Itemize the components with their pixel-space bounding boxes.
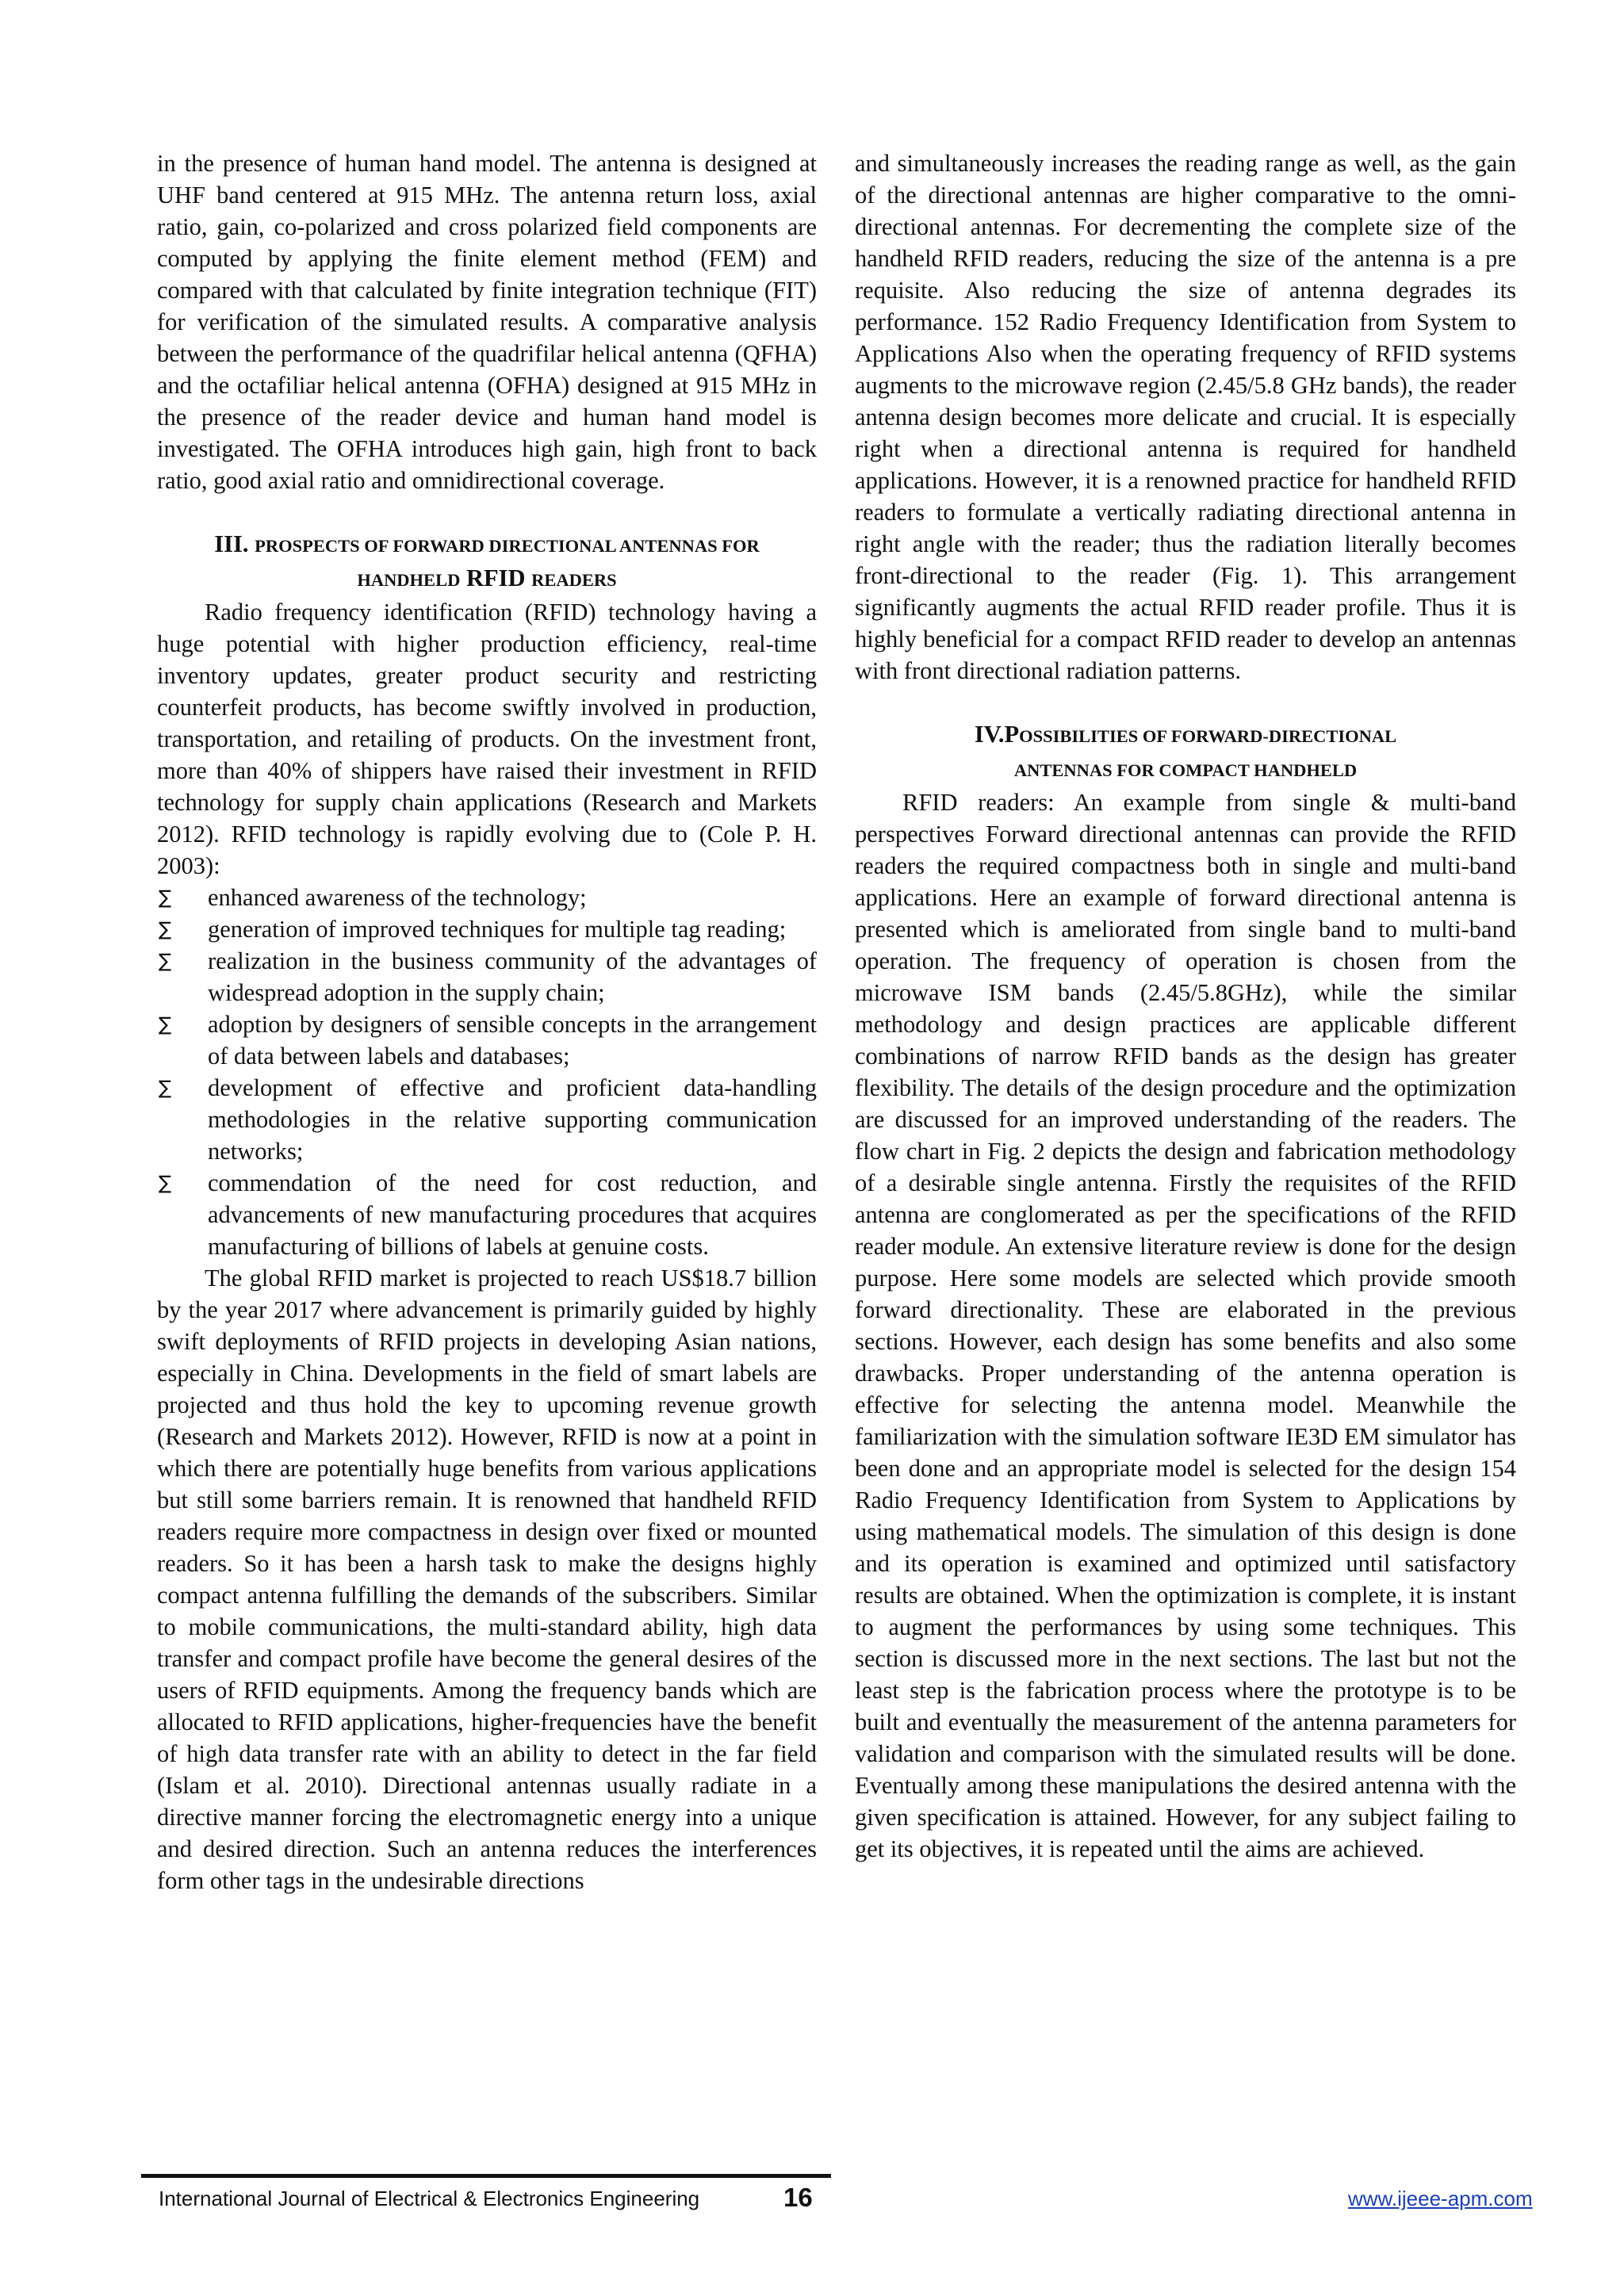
bullet-icon: ∑ [159, 1077, 172, 1099]
list-item-text: generation of improved techniques for multiple tag reading; [208, 916, 787, 943]
section-4-title-line1: OSSIBILITIES OF FORWARD-DIRECTIONAL [1019, 726, 1397, 746]
bullet-icon: ∑ [159, 886, 172, 909]
section-4-paragraph: RFID readers: An example from single & multi-band perspectives Forward directional antennas can provide the RFID readers the required compactness both in single and multi-band applications. Here an example of forward directional antenna is presented which is ameliorated from single band to multi-band operation. The frequency of operation is chosen from the microwave ISM bands (2.45/5.8GHz), while the similar methodology and design practices are applicable different combinations of narrow RFID bands as the design has greater flexibility. The details of the design procedure and the optimization are discussed for an improved understanding of the readers. The flow chart in Fig. 2 depicts the design and fabrication methodology of a desirable single antenna. Firstly the requisites of the RFID antenna are conglomerated as per the specifications of the RFID reader module. An extensive literature review is done for the design purpose. Here some models are selected which provide smooth forward directionality. These are elaborated in the previous sections. However, each design has some benefits and also some drawbacks. Proper understanding of the antenna operation is effective for selecting the antenna model. Meanwhile the familiarization with the simulation software IE3D EM simulator has been done and an appropriate model is selected for the design 154 Radio Frequency Identification from System to Applications by using mathematical models. The simulation of this design is done and its operation is examined and optimized until satisfactory results are obtained. When the optimization is complete, it is instant to augment the performances by using some techniques. This section is discussed more in the next sections. The last but not the least step is the fabrication process where the prototype is to be built and eventually the measurement of the antenna parameters for validation and comparison with the simulated results will be done. Eventually among these manipulations the desired antenna with the given specification is attained. However, for any subject failing to get its objectives, it is repeated until the aims are achieved. [855, 789, 1516, 1862]
right-column [855, 147, 1516, 1865]
section-4-title-initial: P [1004, 721, 1020, 748]
section-3-number: III. [214, 530, 249, 557]
bullet-list [157, 882, 817, 1262]
section-3-title-line2-pre: HANDHELD [357, 570, 461, 590]
footer-page-number: 16 [783, 2183, 813, 2212]
list-item [157, 1167, 817, 1262]
list-item-text: realization in the business community of the advantages of widespread adoption in the supply chain; [208, 947, 817, 1006]
spacer [855, 687, 1516, 718]
list-item [157, 882, 817, 913]
section-3-title-line2-post: READERS [531, 570, 617, 590]
list-item [157, 1008, 817, 1072]
footer-website-link[interactable]: www.ijeee-apm.com [1348, 2187, 1533, 2210]
bullet-icon: ∑ [159, 1172, 172, 1194]
section-3-title-line1: PROSPECTS OF FORWARD DIRECTIONAL ANTENNAS FOR [255, 536, 760, 556]
section-4-title-line2: ANTENNAS FOR COMPACT HANDHELD [1013, 760, 1358, 780]
footer-journal-name: International Journal of Electrical & Electronics Engineering [159, 2187, 700, 2210]
section-3-title-rfid: RFID [465, 564, 526, 591]
list-item-text: enhanced awareness of the technology; [208, 884, 587, 911]
bullet-icon: ∑ [159, 1013, 172, 1035]
bullet-icon: ∑ [159, 950, 172, 972]
left-column [157, 147, 817, 1896]
list-item-text: adoption by designers of sensible concepts in the arrangement of data between labels and databases; [208, 1011, 817, 1070]
section-3-paragraph-2: The global RFID market is projected to reach US$18.7 billion by the year 2017 where advancement is primarily guided by highly swift deployments of RFID projects in developing Asian nations, especially in China. Developments in the field of smart labels are projected and thus hold the key to upcoming revenue growth (Research and Markets 2012). However, RFID is now at a point in which there are potentially huge benefits from various applications but still some barriers remain. It is renowned that handheld RFID readers require more compactness in design over fixed or mounted readers. So it has been a harsh task to make the designs highly compact antenna fulfilling the demands of the subscribers. Similar to mobile communications, the multi-standard ability, high data transfer and compact profile have become the general desires of the users of RFID equipments. Among the frequency bands which are allocated to RFID applications, higher-frequencies have the benefit of high data transfer rate with an ability to detect in the far field (Islam et al. 2010). Directional antennas usually radiate in a directive manner forcing the electromagnetic energy into a unique and desired direction. Such an antenna reduces the interferences form other tags in the undesirable directions [157, 1265, 817, 1894]
continuation-paragraph: and simultaneously increases the reading range as well, as the gain of the directional antennas are higher comparative to the omni-directional antennas. For decrementing the complete size of the handheld RFID readers, reducing the size of the antenna is a pre requisite. Also reducing the size of antenna degrades its performance. 152 Radio Frequency Identification from System to Applications Also when the operating frequency of RFID systems augments to the microwave region (2.45/5.8 GHz bands), the reader antenna design becomes more delicate and crucial. It is especially right when a directional antenna is required for handheld applications. However, it is a renowned practice for handheld RFID readers to formulate a vertically radiating directional antenna in right angle with the reader; thus the radiation literally becomes front-directional to the reader (Fig. 1). This arrangement significantly augments the actual RFID reader profile. Thus it is highly beneficial for a compact RFID reader to develop an antennas with front directional radiation patterns. [855, 150, 1516, 684]
section-3-heading [157, 528, 817, 596]
list-item [157, 913, 817, 945]
intro-paragraph: in the presence of human hand model. The antenna is designed at UHF band centered at 915 MHz. The antenna return loss, axial ratio, gain, co-polarized and cross polarized field components are computed by applying the finite element method (FEM) and compared with that calculated by finite integration technique (FIT) for verification of the simulated results. A comparative analysis between the performance of the quadrifilar helical antenna (QFHA) and the octafiliar helical antenna (OFHA) designed at 915 MHz in the presence of the reader device and human hand model is investigated. The OFHA introduces high gain, high front to back ratio, good axial ratio and omnidirectional coverage. [157, 150, 817, 494]
bullet-icon: ∑ [159, 918, 172, 940]
section-4-heading [855, 718, 1516, 786]
list-item [157, 945, 817, 1008]
list-item [157, 1072, 817, 1167]
section-3-paragraph-1: Radio frequency identification (RFID) technology having a huge potential with higher production efficiency, real-time inventory updates, greater product security and restricting counterfeit products, has become swiftly involved in production, transportation, and retailing of products. On the investment front, more than 40% of shippers have raised their investment in RFID technology for supply chain applications (Research and Markets 2012). RFID technology is rapidly evolving due to (Cole P. H. 2003): [157, 599, 817, 879]
section-4-number: IV. [974, 721, 1005, 748]
spacer [157, 496, 817, 528]
list-item-text: development of effective and proficient data-handling methodologies in the relative supporting communication networks; [208, 1074, 817, 1165]
list-item-text: commendation of the need for cost reduction, and advancements of new manufacturing procedures that acquires manufacturing of billions of labels at genuine costs. [208, 1169, 817, 1260]
footer-rule [141, 2174, 831, 2178]
